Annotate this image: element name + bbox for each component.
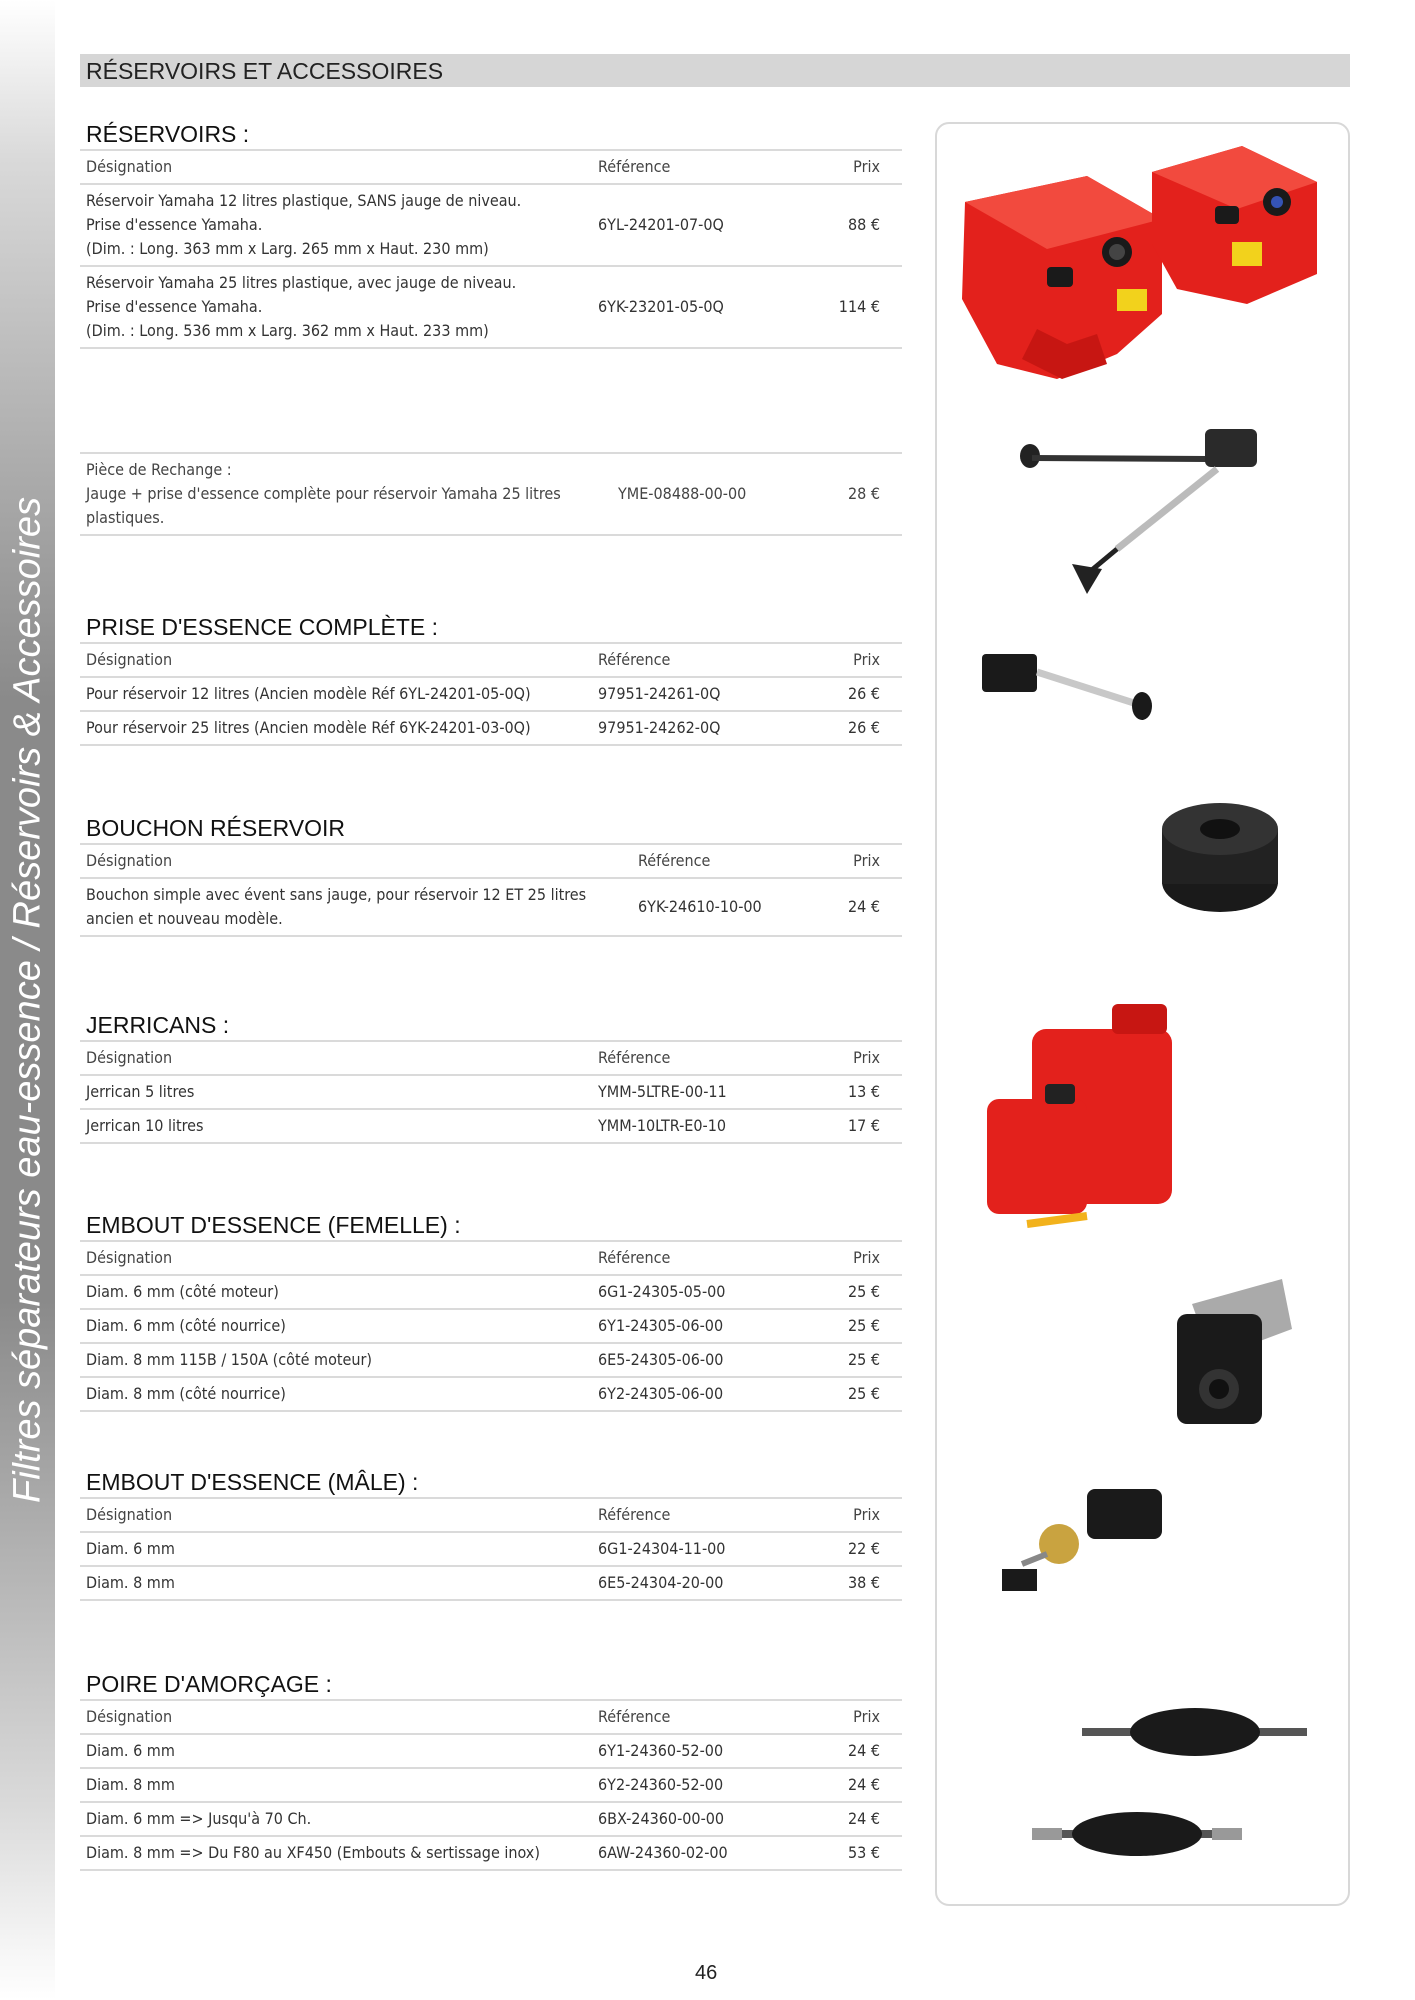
table-row	[80, 1836, 902, 1870]
col-designation: Désignation	[80, 1700, 592, 1734]
row-price: 38 €	[804, 1566, 902, 1600]
jerricans-title: JERRICANS :	[86, 1012, 230, 1038]
row-reference: 6G1-24305-05-00	[592, 1275, 804, 1309]
col-designation: Désignation	[80, 1498, 592, 1532]
row-reference: 6Y2-24360-52-00	[592, 1768, 804, 1802]
table-header	[80, 1041, 902, 1075]
row-designation: Diam. 6 mm => Jusqu'à 70 Ch.	[80, 1802, 592, 1836]
row-reference: 6AW-24360-02-00	[592, 1836, 804, 1870]
row-designation: Diam. 6 mm	[80, 1532, 592, 1566]
col-reference: Référence	[592, 1498, 804, 1532]
row-price: 26 €	[804, 677, 902, 711]
table-row	[80, 1275, 902, 1309]
sidebar	[0, 0, 55, 2000]
designation-line: Jauge + prise d'essence complète pour réservoir Yamaha 25 litres plastiques.	[86, 484, 561, 527]
col-price: Prix	[804, 1241, 902, 1275]
table-row	[80, 453, 902, 535]
row-price: 24 €	[804, 1802, 902, 1836]
row-price: 25 €	[804, 1309, 902, 1343]
col-designation: Désignation	[80, 1241, 592, 1275]
prise-section	[80, 612, 902, 746]
male-section	[80, 1467, 902, 1601]
designation-line: Réservoir Yamaha 12 litres plastique, SANS jauge de niveau.	[86, 191, 522, 210]
table-row	[80, 266, 902, 348]
reservoirs-title: RÉSERVOIRS :	[86, 121, 250, 147]
table-row	[80, 1109, 902, 1143]
row-designation: Jerrican 5 litres	[80, 1075, 592, 1109]
spare-part-table	[80, 452, 902, 536]
row-designation: Diam. 8 mm	[80, 1566, 592, 1600]
bouchon-section	[80, 813, 902, 937]
row-reference: 6YL-24201-07-0Q	[592, 184, 804, 266]
table-row	[80, 1768, 902, 1802]
product-photo-panel	[935, 122, 1350, 1906]
spare-part-section	[80, 452, 902, 536]
row-designation: Diam. 8 mm (côté nourrice)	[80, 1377, 592, 1411]
male-connector-image	[1002, 1489, 1162, 1591]
row-reference: 97951-24261-0Q	[592, 677, 804, 711]
primer-bulb-image	[1032, 1708, 1307, 1856]
col-reference: Référence	[632, 844, 814, 878]
col-reference: Référence	[592, 1041, 804, 1075]
sidebar-title: Filtres séparateurs eau-essence / Réservoirs & Accessoires	[6, 497, 49, 1503]
bouchon-title: BOUCHON RÉSERVOIR	[86, 815, 346, 841]
table-row	[80, 1343, 902, 1377]
row-price: 53 €	[804, 1836, 902, 1870]
row-reference: YMM-5LTRE-00-11	[592, 1075, 804, 1109]
row-price: 22 €	[804, 1532, 902, 1566]
col-price: Prix	[814, 844, 902, 878]
reservoirs-table	[80, 149, 902, 349]
row-reference: 6BX-24360-00-00	[592, 1802, 804, 1836]
row-designation	[80, 453, 612, 535]
jerrican-image	[987, 1004, 1172, 1224]
col-reference: Référence	[592, 643, 804, 677]
row-reference: 6E5-24304-20-00	[592, 1566, 804, 1600]
table-row	[80, 1802, 902, 1836]
row-designation: Diam. 8 mm => Du F80 au XF450 (Embouts & sertissage inox)	[80, 1836, 592, 1870]
poire-table	[80, 1699, 902, 1871]
table-row	[80, 1377, 902, 1411]
prise-title: PRISE D'ESSENCE COMPLÈTE :	[86, 614, 439, 640]
designation-line: Prise d'essence Yamaha.	[86, 215, 263, 234]
table-header	[80, 1241, 902, 1275]
jerricans-section	[80, 1010, 902, 1144]
row-reference: 6YK-23201-05-0Q	[592, 266, 804, 348]
table-header	[80, 1498, 902, 1532]
col-designation: Désignation	[80, 150, 592, 184]
col-price: Prix	[804, 643, 902, 677]
row-price: 24 €	[814, 878, 902, 936]
designation-line: Bouchon simple avec évent sans jauge, pour réservoir 12 ET 25 litres ancien et nouveau modèle.	[86, 885, 587, 928]
row-reference: YMM-10LTR-E0-10	[592, 1109, 804, 1143]
row-designation: Diam. 6 mm (côté moteur)	[80, 1275, 592, 1309]
col-designation: Désignation	[80, 643, 592, 677]
row-price: 114 €	[804, 266, 902, 348]
designation-line: (Dim. : Long. 536 mm x Larg. 362 mm x Haut. 233 mm)	[86, 321, 489, 340]
row-price: 26 €	[804, 711, 902, 745]
femelle-table	[80, 1240, 902, 1412]
row-reference: YME-08488-00-00	[612, 453, 809, 535]
col-price: Prix	[804, 1041, 902, 1075]
table-row	[80, 1566, 902, 1600]
table-header	[80, 1700, 902, 1734]
row-designation: Pour réservoir 25 litres (Ancien modèle Réf 6YK-24201-03-0Q)	[80, 711, 592, 745]
female-connector-image	[1177, 1279, 1292, 1424]
table-header	[80, 150, 902, 184]
row-price: 24 €	[804, 1768, 902, 1802]
fuel-gauge-image	[1020, 429, 1257, 594]
row-price: 17 €	[804, 1109, 902, 1143]
row-reference: 97951-24262-0Q	[592, 711, 804, 745]
table-row	[80, 1532, 902, 1566]
col-price: Prix	[804, 1498, 902, 1532]
row-price: 28 €	[809, 453, 902, 535]
designation-line: Réservoir Yamaha 25 litres plastique, avec jauge de niveau.	[86, 273, 517, 292]
row-reference: 6G1-24304-11-00	[592, 1532, 804, 1566]
col-reference: Référence	[592, 150, 804, 184]
male-table	[80, 1497, 902, 1601]
table-row	[80, 1734, 902, 1768]
row-price: 88 €	[804, 184, 902, 266]
table-row	[80, 878, 902, 936]
prise-table	[80, 642, 902, 746]
row-price: 25 €	[804, 1343, 902, 1377]
col-designation: Désignation	[80, 844, 632, 878]
row-designation: Diam. 6 mm	[80, 1734, 592, 1768]
jerricans-table	[80, 1040, 902, 1144]
table-header	[80, 844, 902, 878]
col-price: Prix	[804, 1700, 902, 1734]
col-reference: Référence	[592, 1241, 804, 1275]
table-header	[80, 643, 902, 677]
section-header	[80, 54, 1350, 87]
col-reference: Référence	[592, 1700, 804, 1734]
section-title: RÉSERVOIRS ET ACCESSOIRES	[86, 58, 444, 84]
table-row	[80, 1309, 902, 1343]
reservoirs-section	[80, 119, 902, 349]
row-designation	[80, 878, 632, 936]
row-price: 25 €	[804, 1377, 902, 1411]
fuel-pickup-image	[982, 654, 1152, 720]
fuel-tank-image	[962, 146, 1317, 379]
row-designation: Diam. 6 mm (côté nourrice)	[80, 1309, 592, 1343]
designation-line: Prise d'essence Yamaha.	[86, 297, 263, 316]
row-designation: Jerrican 10 litres	[80, 1109, 592, 1143]
femelle-title: EMBOUT D'ESSENCE (FEMELLE) :	[86, 1212, 461, 1238]
col-price: Prix	[804, 150, 902, 184]
designation-line: (Dim. : Long. 363 mm x Larg. 265 mm x Haut. 230 mm)	[86, 239, 489, 258]
row-designation	[80, 266, 592, 348]
row-designation: Pour réservoir 12 litres (Ancien modèle Réf 6YL-24201-05-0Q)	[80, 677, 592, 711]
row-price: 25 €	[804, 1275, 902, 1309]
table-row	[80, 1075, 902, 1109]
designation-line: Pièce de Rechange :	[86, 460, 232, 479]
row-designation: Diam. 8 mm 115B / 150A (côté moteur)	[80, 1343, 592, 1377]
row-reference: 6E5-24305-06-00	[592, 1343, 804, 1377]
row-reference: 6Y2-24305-06-00	[592, 1377, 804, 1411]
page-number: 46	[695, 1962, 718, 1984]
row-reference: 6YK-24610-10-00	[632, 878, 814, 936]
tank-cap-image	[1162, 803, 1278, 912]
table-row	[80, 711, 902, 745]
row-designation: Diam. 8 mm	[80, 1768, 592, 1802]
poire-title: POIRE D'AMORÇAGE :	[86, 1671, 332, 1697]
male-title: EMBOUT D'ESSENCE (MÂLE) :	[86, 1469, 419, 1495]
table-row	[80, 677, 902, 711]
bouchon-table	[80, 843, 902, 937]
row-designation	[80, 184, 592, 266]
table-row	[80, 184, 902, 266]
femelle-section	[80, 1210, 902, 1412]
row-reference: 6Y1-24305-06-00	[592, 1309, 804, 1343]
poire-section	[80, 1669, 902, 1871]
row-price: 24 €	[804, 1734, 902, 1768]
col-designation: Désignation	[80, 1041, 592, 1075]
row-price: 13 €	[804, 1075, 902, 1109]
row-reference: 6Y1-24360-52-00	[592, 1734, 804, 1768]
